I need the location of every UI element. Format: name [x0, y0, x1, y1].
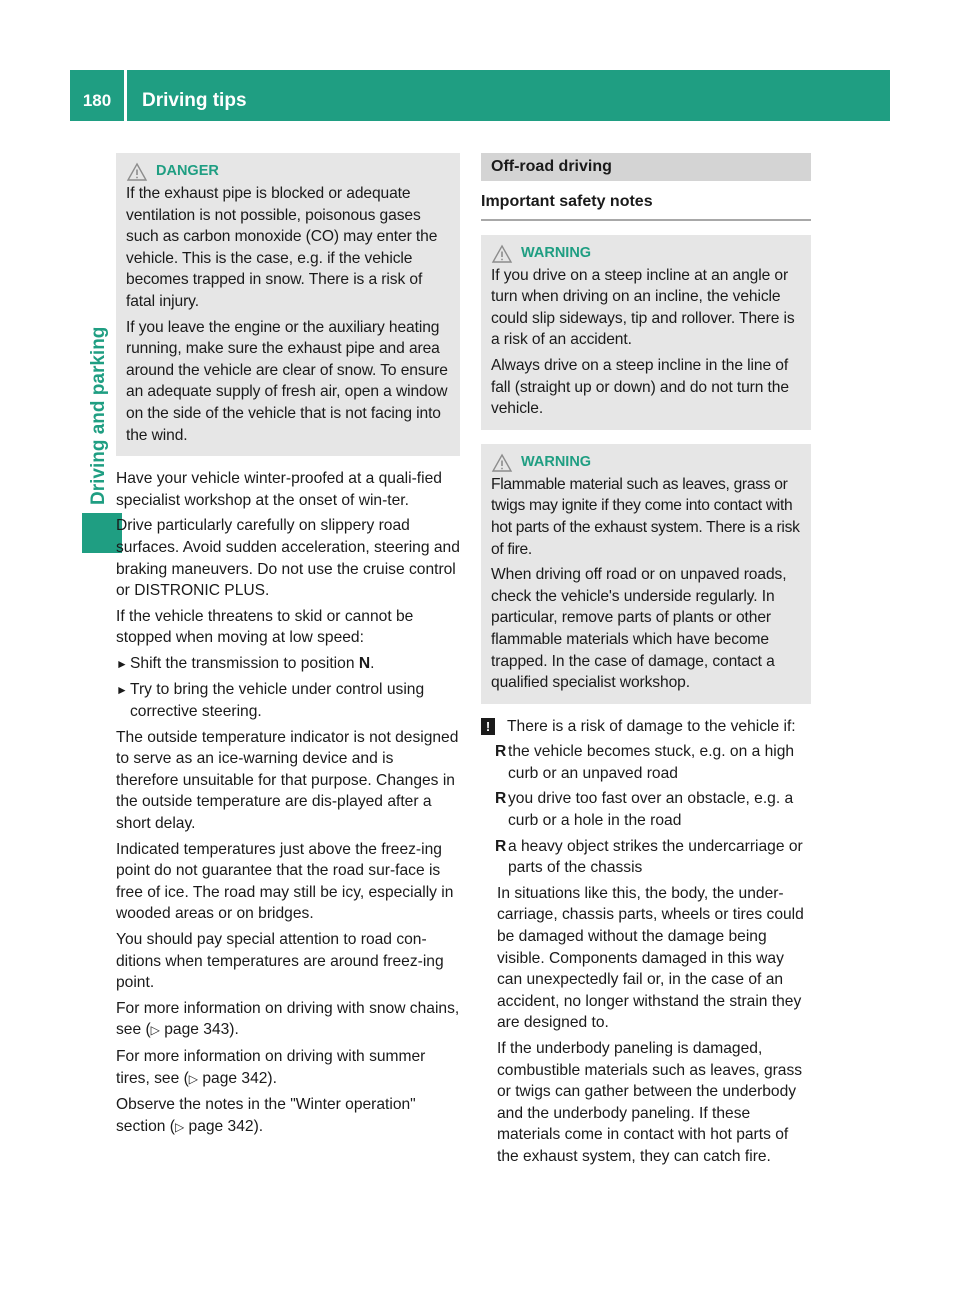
right-column	[481, 153, 811, 1172]
warning-label: WARNING	[521, 453, 592, 470]
page-number: 180	[82, 91, 112, 110]
bullet-icon: R	[495, 743, 507, 761]
warning-text: If you drive on a steep incline at an angle or turn when driving on an incline, the vehicle could slip sideways, tip and rollover. There is a risk of an accident.	[491, 266, 795, 349]
list-item	[495, 788, 811, 831]
warning-label: WARNING	[521, 244, 592, 261]
warning-triangle-icon	[126, 162, 148, 182]
notice-block	[481, 716, 811, 738]
paragraph: The outside temperature indicator is not designed to serve as an ice-warning device and is therefore unsuitable for that purpose. Changes in the outside temperature are dis-played after a short delay.	[116, 728, 459, 833]
exclamation-icon: !	[481, 718, 495, 735]
step-text: Shift the transmission to position N.	[130, 654, 375, 672]
section-title: Off-road driving	[481, 153, 811, 181]
list-item	[495, 836, 811, 879]
warning-text: Flammable material such as leaves, grass or twigs may ignite if they come into contact with hot parts of the exhaust system. There is a risk of fire.	[491, 475, 800, 558]
paragraph: If the vehicle threatens to skid or cannot be stopped when moving at low speed:	[116, 607, 414, 647]
warning-heading	[491, 243, 803, 265]
step-arrow-icon: ►	[116, 683, 128, 698]
left-column	[116, 153, 460, 1142]
warning-heading	[491, 452, 803, 474]
paragraph: Indicated temperatures just above the freez-ing point do not guarantee that the road sur-face is free of ice. The road may still be icy, especially in wooded areas or on bridges.	[116, 840, 454, 923]
danger-text: If the exhaust pipe is blocked or adequate ventilation is not possible, poisonous gases such as carbon monoxide (CO) may enter the vehicle. This is the case, e.g. if the vehicle becomes trapped in snow. There is a risk of fatal injury.	[126, 185, 438, 310]
danger-box	[116, 153, 460, 456]
side-tab-label: Driving and parking	[88, 326, 109, 505]
paragraph-with-pageref: For more information on driving with snow chains, see (▷ page 343).	[116, 999, 460, 1039]
danger-label: DANGER	[156, 163, 219, 180]
paragraph: In situations like this, the body, the under-carriage, chassis parts, wheels or tires could be damaged without the damage being visible. Components damaged in this way can unexpectedly fail or, in the case of an accident, no longer withstand the strain they are designed to.	[497, 884, 804, 1032]
paragraph: Drive particularly carefully on slippery road surfaces. Avoid sudden acceleration, steering and braking maneuvers. Do not use the cruise control or DISTRONIC PLUS.	[116, 517, 460, 600]
bullet-icon: R	[495, 790, 507, 808]
danger-text: If you leave the engine or the auxiliary heating running, make sure the exhaust pipe and area around the vehicle are clear of snow. To ensure an adequate supply of fresh air, open a window on the side of the vehicle that is not facing into the wind.	[126, 318, 448, 444]
danger-heading	[126, 161, 452, 183]
step-text: Try to bring the vehicle under control using corrective steering.	[130, 681, 425, 721]
paragraph-with-pageref: For more information on driving with summer tires, see (▷ page 342).	[116, 1047, 426, 1087]
paragraph: Have your vehicle winter-proofed at a quali-fied specialist workshop at the onset of win-ter.	[116, 470, 442, 509]
paragraph-with-pageref: Observe the notes in the "Winter operation" section (▷ page 342).	[116, 1096, 416, 1135]
paragraph: You should pay special attention to road con-ditions when temperatures are around freez-ing point.	[116, 931, 444, 992]
list-item-text: a heavy object strikes the undercarriage or parts of the chassis	[508, 837, 803, 877]
bullet-icon: R	[495, 837, 507, 855]
step-arrow-icon: ►	[116, 656, 128, 671]
subsection-title: Important safety notes	[481, 191, 811, 221]
instruction-step	[116, 653, 460, 676]
pageref-arrow-icon: ▷	[174, 1119, 185, 1134]
warning-triangle-icon	[491, 244, 513, 264]
page-reference-link[interactable]: page 342	[202, 1069, 268, 1087]
warning-text: When driving off road or on unpaved roads, check the vehicle's underside regularly. In particular, remove parts of plants or other flammable materials which have become trapped. In the case of damage, contact a qualified specialist workshop.	[491, 566, 787, 692]
paragraph: If the underbody paneling is damaged, combustible materials such as leaves, grass or twigs can gather between the underbody and the underbody paneling. If these materials come in contact with hot parts of the exhaust system, they can catch fire.	[497, 1040, 803, 1165]
page-reference-link[interactable]: page 343	[164, 1021, 230, 1039]
page-title: Driving tips	[142, 90, 247, 111]
warning-box	[481, 235, 811, 430]
list-item-text: you drive too fast over an obstacle, e.g. a curb or a hole in the road	[508, 790, 794, 830]
header-separator	[124, 70, 127, 121]
pageref-arrow-icon: ▷	[188, 1071, 199, 1086]
warning-text: Always drive on a steep incline in the line of fall (straight up or down) and do not turn the vehicle.	[491, 356, 789, 418]
list-item	[495, 741, 811, 784]
instruction-step	[116, 679, 460, 722]
notice-lead: There is a risk of damage to the vehicle if:	[507, 717, 796, 735]
pageref-arrow-icon: ▷	[150, 1023, 160, 1038]
list-item-text: the vehicle becomes stuck, e.g. on a high curb or an unpaved road	[508, 743, 795, 782]
page-reference-link[interactable]: page 342	[188, 1117, 254, 1135]
warning-box	[481, 444, 811, 704]
warning-triangle-icon	[491, 453, 513, 473]
